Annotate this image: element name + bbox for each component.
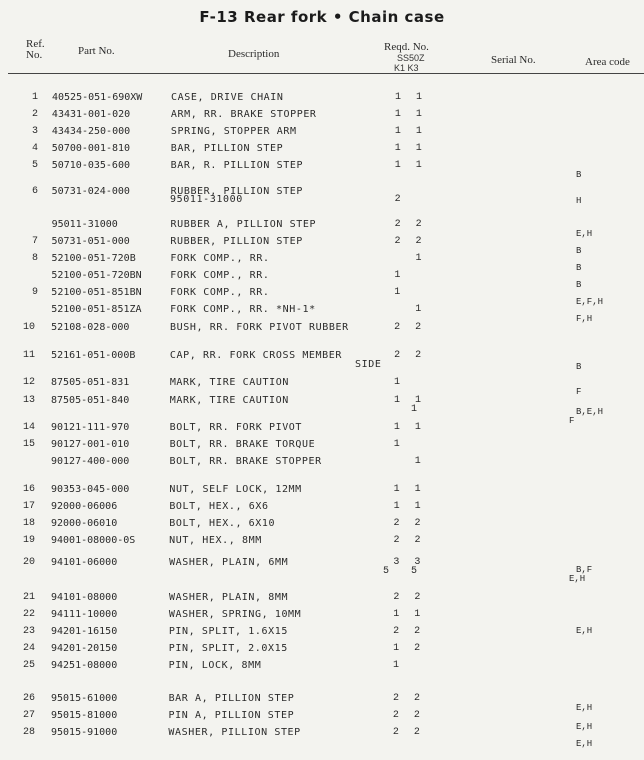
header-model: SS50Z (397, 53, 425, 63)
row-qty-k1: 2 (393, 592, 400, 603)
header-area: Area code (585, 56, 630, 68)
row-qty-k3: 2 (414, 535, 421, 546)
row-description: BAR, R. PILLION STEP (170, 160, 304, 171)
row-area-code: B (576, 263, 582, 273)
row-area-code: E,H (576, 722, 593, 732)
row-area-code: B (576, 170, 582, 180)
row-qty-k1: 1 (393, 501, 400, 512)
row-qty-k1-alt: 5 (383, 566, 390, 577)
row-qty-k1: 3 (393, 557, 400, 568)
row-ref-number: 24 (23, 643, 36, 654)
row-ref-number: 1 (32, 92, 39, 103)
row-qty-k3-alt: 5 (411, 566, 418, 577)
row-area-code-alt: E,H (569, 574, 586, 584)
row-qty-k1: 2 (393, 626, 400, 637)
row-ref-number: 7 (32, 236, 39, 247)
row-part-number: 43434-250-000 (51, 126, 131, 137)
row-ref-number: 15 (23, 439, 36, 450)
row-part-number: 90353-045-000 (51, 484, 130, 495)
row-qty-k1: 2 (392, 727, 399, 738)
row-description: BOLT, RR. BRAKE TORQUE (169, 439, 316, 450)
row-part-number: 52100-051-720BN (51, 270, 142, 281)
row-qty-k1: 1 (395, 92, 402, 103)
row-qty-k3: 1 (414, 456, 421, 467)
row-area-code: E,H (576, 626, 593, 636)
row-qty-k3: 2 (415, 322, 422, 333)
row-qty-k3: 2 (415, 236, 422, 247)
row-description: WASHER, PILLION STEP (168, 727, 301, 738)
row-area-code: E,F,H (576, 297, 604, 307)
row-ref-number: 11 (23, 350, 36, 361)
row-description-cont: 95011-31000 (170, 194, 243, 205)
row-qty-k1: 1 (394, 270, 401, 281)
row-qty-k3: 2 (414, 592, 421, 603)
row-area-code: B,E,H (576, 407, 604, 417)
row-part-number: 52108-028-000 (51, 322, 130, 333)
row-ref-number: 25 (23, 660, 36, 671)
row-description: RUBBER, PILLION STEP (170, 236, 303, 247)
row-area-code: B (576, 280, 582, 290)
row-part-number: 95015-81000 (51, 710, 118, 721)
row-part-number: 94101-08000 (51, 592, 118, 603)
row-qty-k3: 2 (414, 643, 421, 654)
row-part-number: 95015-91000 (51, 727, 118, 738)
row-qty-k3: 2 (414, 626, 421, 637)
row-ref-number: 21 (23, 592, 36, 603)
row-qty-k1: 1 (393, 395, 400, 406)
row-qty-k3: 3 (414, 557, 421, 568)
row-ref-number: 8 (32, 253, 39, 264)
row-qty-k3: 1 (414, 609, 421, 620)
page-title: F-13 Rear fork • Chain case (199, 8, 445, 26)
row-ref-number: 19 (23, 535, 36, 546)
row-description: FORK COMP., RR. *NH-1* (170, 304, 316, 315)
row-part-number: 87505-051-831 (51, 377, 130, 388)
row-area-code: F,H (576, 314, 593, 324)
row-ref-number: 9 (32, 287, 39, 298)
row-description: BOLT, HEX., 6X6 (169, 501, 269, 512)
row-part-number: 95011-31000 (51, 219, 118, 230)
row-qty-k3: 1 (416, 92, 423, 103)
header-ref-line1: Ref. (26, 38, 45, 50)
row-part-number: 94201-20150 (51, 643, 118, 654)
header-reqd: Reqd. No. (384, 41, 429, 53)
row-part-number: 52100-051-851BN (51, 287, 142, 298)
row-qty-k3: 1 (414, 395, 421, 406)
row-qty-k1: 2 (394, 219, 401, 230)
row-description: RUBBER A, PILLION STEP (170, 219, 317, 230)
row-part-number: 94201-16150 (51, 626, 118, 637)
row-ref-number: 6 (32, 186, 39, 197)
row-part-number: 94251-08000 (51, 660, 118, 671)
row-description: PIN, SPLIT, 1.6X15 (168, 626, 288, 637)
row-qty-k1: 1 (394, 126, 401, 137)
row-ref-number: 12 (23, 377, 36, 388)
row-description: FORK COMP., RR. (170, 253, 270, 264)
row-qty-k3: 1 (415, 109, 422, 120)
header-part-no: Part No. (78, 45, 115, 57)
row-area-code: B,F (576, 565, 593, 575)
row-description: PIN, SPLIT, 2.0X15 (168, 643, 288, 654)
row-description: FORK COMP., RR. (170, 270, 270, 281)
row-qty-k1: 2 (394, 322, 401, 333)
row-qty-k1: 1 (394, 287, 401, 298)
row-part-number: 90127-400-000 (51, 456, 130, 467)
row-ref-number: 17 (23, 501, 36, 512)
row-qty-k3: 1 (415, 160, 422, 171)
row-description: MARK, TIRE CAUTION (169, 395, 289, 406)
row-area-code: E,H (576, 229, 593, 239)
row-ref-number: 4 (32, 143, 39, 154)
row-ref-number: 22 (23, 609, 36, 620)
row-ref-number: 27 (23, 710, 36, 721)
row-description: PIN, LOCK, 8MM (168, 660, 262, 671)
row-part-number: 50731-051-000 (51, 236, 130, 247)
row-part-number: 52161-051-000B (51, 350, 136, 361)
row-description: BOLT, HEX., 6X10 (169, 518, 276, 529)
row-qty-k3: 2 (415, 219, 422, 230)
row-qty-k1: 1 (394, 109, 401, 120)
header-description: Description (228, 48, 280, 60)
row-qty-k1: 2 (394, 350, 401, 361)
row-description: BUSH, RR. FORK PIVOT RUBBER (169, 322, 349, 333)
row-part-number: 87505-051-840 (51, 395, 130, 406)
row-part-number: 95015-61000 (51, 693, 118, 704)
row-qty-k1: 1 (394, 377, 401, 388)
row-qty-k1: 2 (392, 693, 399, 704)
row-qty-k1: 1 (393, 422, 400, 433)
row-qty-k1: 2 (394, 194, 401, 205)
row-description: FORK COMP., RR. (170, 287, 270, 298)
row-qty-k1: 1 (394, 160, 401, 171)
row-part-number: 90121-111-970 (51, 422, 130, 433)
row-part-number: 92000-06010 (51, 518, 118, 529)
row-description: WASHER, SPRING, 10MM (168, 609, 302, 620)
row-ref-number: 10 (23, 322, 36, 333)
row-ref-number: 26 (23, 693, 36, 704)
row-description: PIN A, PILLION STEP (168, 710, 295, 721)
row-description: NUT, SELF LOCK, 12MM (169, 484, 302, 495)
row-part-number: 94101-06000 (51, 557, 118, 568)
row-part-number: 90127-001-010 (51, 439, 130, 450)
row-part-number: 50700-001-810 (51, 143, 131, 154)
row-description: NUT, HEX., 8MM (169, 535, 262, 546)
header-rule (8, 73, 644, 74)
row-area-code-alt: F (569, 416, 575, 426)
row-part-number: 94001-08000-0S (51, 535, 136, 546)
row-part-number: 52100-051-720B (51, 253, 136, 264)
row-qty-k1: 1 (393, 643, 400, 654)
row-part-number: 52100-051-851ZA (51, 304, 142, 315)
row-description: BAR A, PILLION STEP (168, 693, 295, 704)
row-description: BAR, PILLION STEP (170, 143, 284, 154)
row-qty-k1: 1 (393, 484, 400, 495)
row-area-code: F (576, 387, 582, 397)
row-area-code: E,H (576, 739, 593, 749)
row-description: CASE, DRIVE CHAIN (171, 92, 284, 103)
header-serial: Serial No. (491, 54, 536, 66)
row-description: WASHER, PLAIN, 8MM (168, 592, 289, 603)
row-qty-k1: 2 (393, 518, 400, 529)
row-ref-number: 5 (32, 160, 39, 171)
row-ref-number: 13 (23, 395, 36, 406)
row-qty-k3: 2 (413, 693, 420, 704)
row-qty-k3: 1 (414, 484, 421, 495)
row-area-code: H (576, 196, 582, 206)
row-ref-number: 20 (23, 557, 36, 568)
header-ref-line2: No. (26, 49, 43, 61)
row-area-code: B (576, 246, 582, 256)
row-description: ARM, RR. BRAKE STOPPER (170, 109, 317, 120)
row-part-number: 94111-10000 (51, 609, 118, 620)
row-part-number: 43431-001-020 (51, 109, 131, 120)
row-qty-k3-alt: 1 (411, 404, 418, 415)
row-qty-k3: 1 (415, 253, 422, 264)
row-qty-k3: 2 (413, 727, 420, 738)
row-area-code: B (576, 362, 582, 372)
row-area-code: E,H (576, 703, 593, 713)
row-description: SPRING, STOPPER ARM (170, 126, 297, 137)
row-description: CAP, RR. FORK CROSS MEMBER (169, 350, 343, 361)
row-qty-k3: 1 (415, 126, 422, 137)
row-description: BOLT, RR. FORK PIVOT (169, 422, 303, 433)
header-k-cols: K1 K3 (394, 63, 419, 73)
row-part-number: 50710-035-600 (51, 160, 130, 171)
row-qty-k1: 1 (394, 143, 401, 154)
row-description-cont: SIDE (355, 359, 382, 370)
row-qty-k3: 1 (415, 304, 422, 315)
row-ref-number: 18 (23, 518, 36, 529)
row-description: BOLT, RR. BRAKE STOPPER (169, 456, 322, 467)
row-qty-k3: 2 (415, 350, 422, 361)
row-qty-k3: 1 (414, 422, 421, 433)
row-part-number: 92000-06006 (51, 501, 118, 512)
row-description: RUBBER, PILLION STEP (170, 186, 303, 197)
row-ref-number: 16 (23, 484, 36, 495)
row-ref-number: 23 (23, 626, 36, 637)
row-qty-k1: 2 (393, 535, 400, 546)
row-qty-k1: 2 (392, 710, 399, 721)
row-ref-number: 28 (23, 727, 36, 738)
row-description: WASHER, PLAIN, 6MM (169, 557, 289, 568)
row-ref-number: 2 (32, 109, 39, 120)
row-qty-k1: 2 (394, 236, 401, 247)
row-qty-k3: 1 (414, 501, 421, 512)
row-qty-k3: 1 (415, 143, 422, 154)
row-ref-number: 14 (23, 422, 36, 433)
row-part-number: 40525-051-690XW (52, 92, 143, 103)
row-qty-k1: 1 (393, 439, 400, 450)
row-qty-k1: 1 (393, 660, 400, 671)
row-qty-k1: 1 (393, 609, 400, 620)
row-qty-k3: 2 (414, 518, 421, 529)
row-qty-k3: 2 (413, 710, 420, 721)
row-description: MARK, TIRE CAUTION (169, 377, 289, 388)
row-ref-number: 3 (32, 126, 39, 137)
row-part-number: 50731-024-000 (51, 186, 130, 197)
